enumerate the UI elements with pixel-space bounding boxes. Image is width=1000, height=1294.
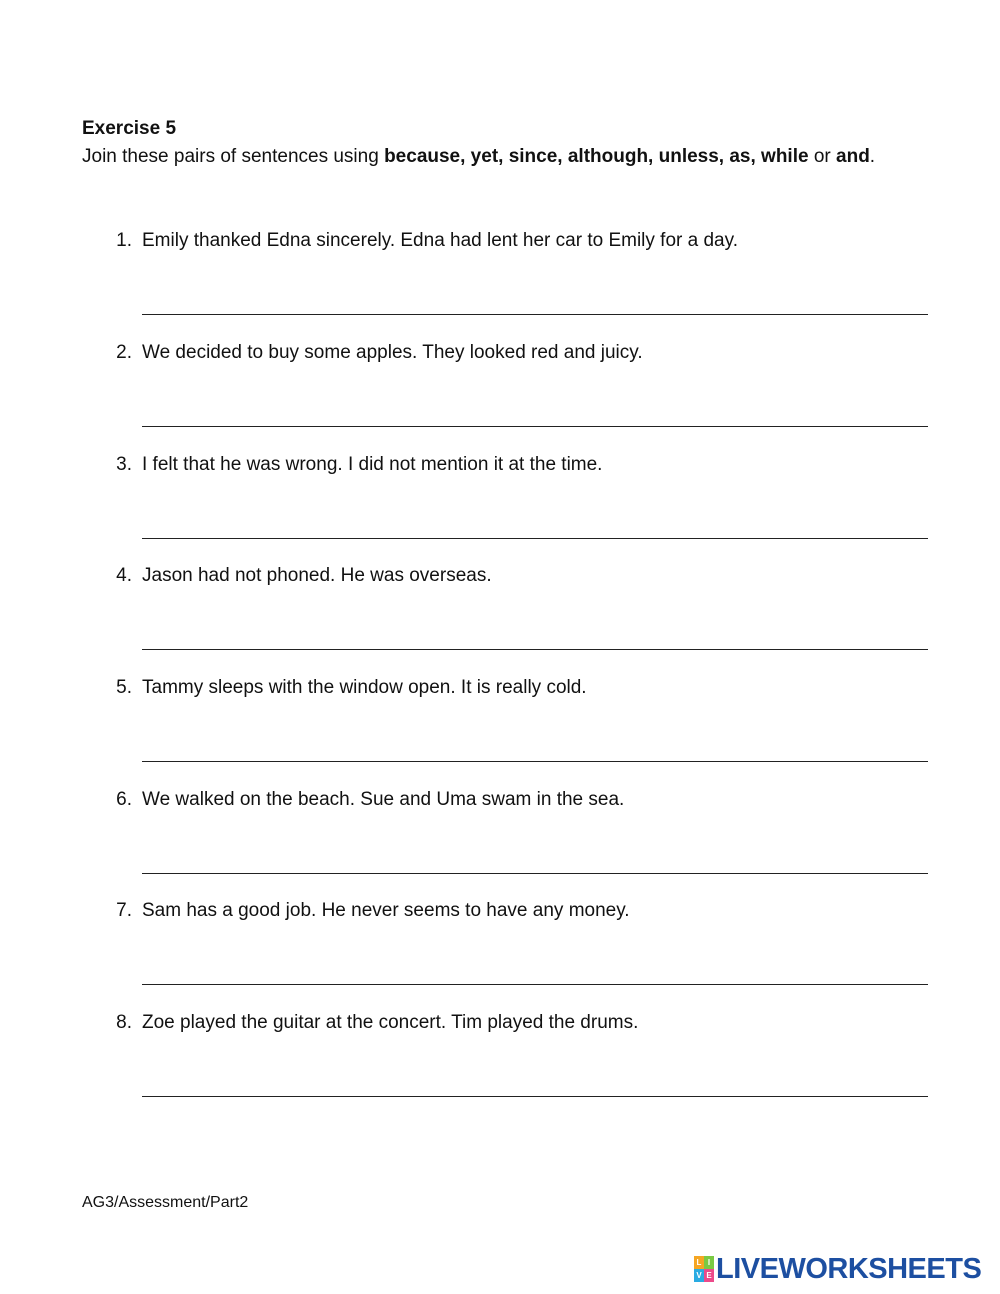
question-number: 1.	[116, 230, 132, 251]
liveworksheets-logo-icon	[694, 1256, 714, 1282]
question-text: We decided to buy some apples. They looked red and juicy.	[142, 342, 643, 363]
question-text: We walked on the beach. Sue and Uma swam in the sea.	[142, 789, 625, 810]
question-text: Jason had not phoned. He was overseas.	[142, 565, 492, 586]
instruction-or: or	[808, 146, 837, 167]
logo-tile-e: E	[704, 1269, 714, 1282]
question-number: 5.	[116, 677, 132, 698]
question-7	[104, 899, 934, 979]
question-text: Emily thanked Edna sincerely. Edna had lent her car to Emily for a day.	[142, 230, 738, 251]
question-text: Zoe played the guitar at the concert. Tim played the drums.	[142, 1012, 639, 1033]
instruction-conjunction-and: and	[836, 146, 870, 167]
question-8	[104, 1011, 934, 1091]
answer-input-7[interactable]	[142, 961, 928, 985]
question-number: 3.	[116, 454, 132, 475]
question-number: 2.	[116, 342, 132, 363]
answer-input-1[interactable]	[142, 291, 928, 315]
answer-input-2[interactable]	[142, 403, 928, 427]
liveworksheets-brand	[694, 1254, 981, 1284]
answer-input-8[interactable]	[142, 1073, 928, 1097]
question-1	[104, 229, 934, 309]
question-number: 6.	[116, 789, 132, 810]
question-text: Sam has a good job. He never seems to have any money.	[142, 900, 630, 921]
answer-input-6[interactable]	[142, 850, 928, 874]
logo-tile-i: I	[704, 1256, 714, 1269]
answer-input-5[interactable]	[142, 738, 928, 762]
logo-tile-l: L	[694, 1256, 704, 1269]
logo-tile-v: V	[694, 1269, 704, 1282]
question-number: 8.	[116, 1012, 132, 1033]
question-number: 4.	[116, 565, 132, 586]
instructions	[82, 145, 875, 169]
instruction-prefix: Join these pairs of sentences using	[82, 146, 385, 167]
instruction-conjunctions: because, yet, since, although, unless, as, while	[384, 146, 809, 167]
brand-name: LIVEWORKSHEETS	[716, 1253, 982, 1285]
question-3	[104, 453, 934, 533]
question-2	[104, 341, 934, 421]
answer-input-4[interactable]	[142, 626, 928, 650]
exercise-title: Exercise 5	[82, 118, 177, 139]
question-4	[104, 564, 934, 644]
question-number: 7.	[116, 900, 132, 921]
question-6	[104, 788, 934, 868]
instruction-end: .	[869, 146, 876, 167]
answer-input-3[interactable]	[142, 515, 928, 539]
question-text: Tammy sleeps with the window open. It is really cold.	[142, 677, 587, 698]
question-5	[104, 676, 934, 756]
question-text: I felt that he was wrong. I did not mention it at the time.	[142, 454, 603, 475]
footer-document-code: AG3/Assessment/Part2	[82, 1194, 249, 1211]
